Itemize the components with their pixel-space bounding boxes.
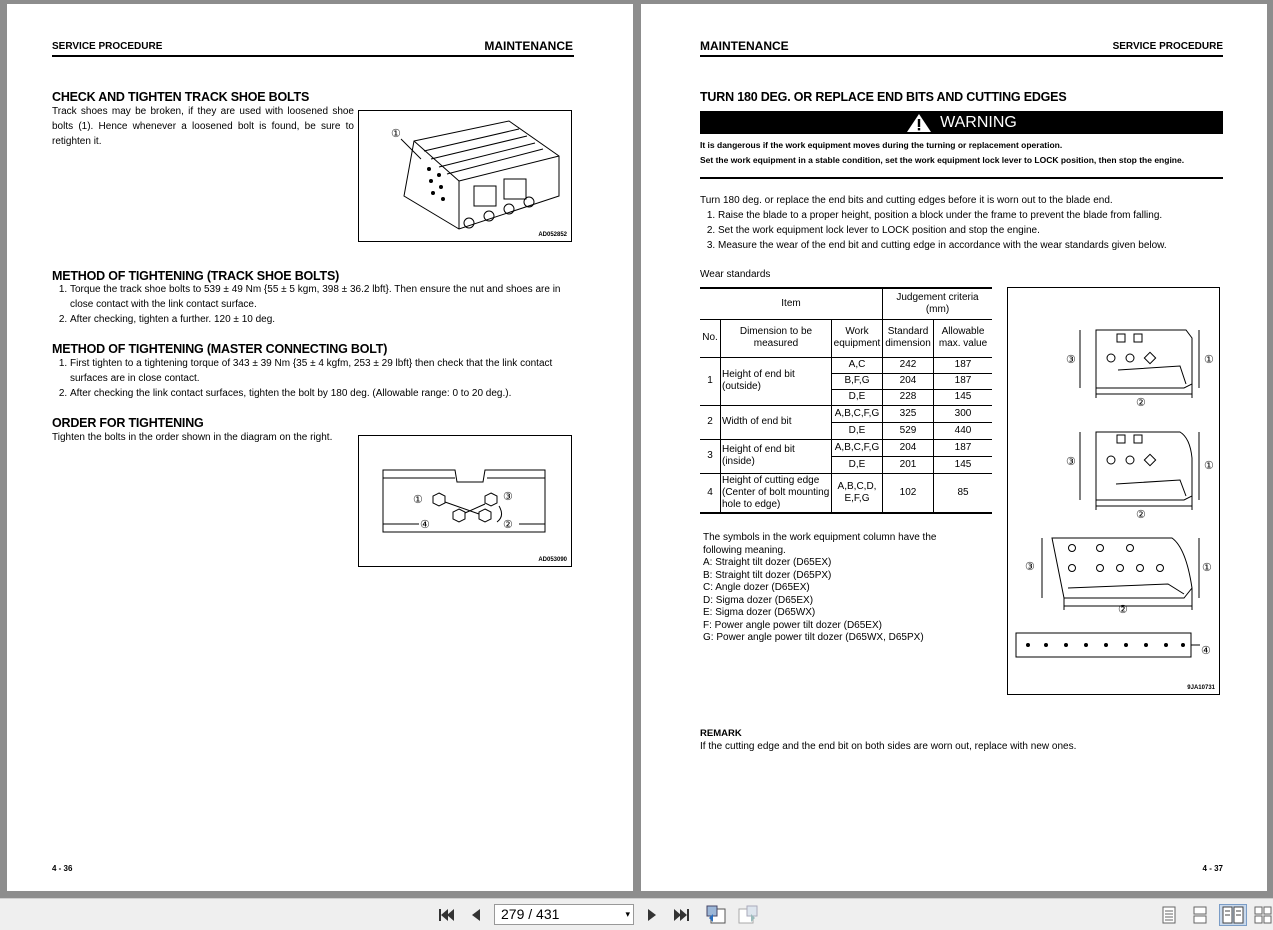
header-left: SERVICE PROCEDURE	[52, 41, 163, 52]
legend-item: F: Power angle power tilt dozer (D65EX)	[703, 619, 882, 631]
table-cell: B,F,G	[832, 373, 883, 389]
facing-pages-icon	[1222, 906, 1244, 924]
header-rule	[700, 55, 1223, 57]
warning-triangle-icon	[906, 113, 932, 133]
table-cell: 187	[934, 373, 993, 389]
list-item: 2. After checking, tighten a further. 120 ± 10 deg.	[70, 312, 574, 327]
figure-code: AD053090	[538, 557, 567, 563]
section-list	[52, 356, 574, 401]
table-cell: A,B,C,F,G	[832, 405, 883, 422]
table-cell: 201	[883, 456, 934, 473]
table-cell: 2	[700, 405, 721, 439]
legend-item: C: Angle dozer (D65EX)	[703, 582, 810, 593]
svg-text:①: ①	[1204, 460, 1214, 472]
section-title: METHOD OF TIGHTENING (TRACK SHOE BOLTS)	[52, 269, 340, 283]
table-cell: D,E	[832, 389, 883, 405]
list-item: 2. Set the work equipment lock lever to LOCK position and stop the engine.	[718, 223, 1167, 238]
table-header: Dimension to be measured	[721, 319, 832, 357]
table-cell: D,E	[832, 422, 883, 439]
header-right: MAINTENANCE	[484, 39, 573, 53]
first-page-icon	[437, 907, 455, 923]
section-title: CHECK AND TIGHTEN TRACK SHOE BOLTS	[52, 90, 310, 104]
warning-text	[700, 138, 1184, 168]
chevron-down-icon[interactable]: ▾	[625, 909, 630, 919]
figure-code: AD052852	[538, 232, 567, 238]
table-cell: Height of end bit (outside)	[721, 357, 832, 405]
warning-rule	[700, 177, 1223, 179]
svg-text:①: ①	[413, 494, 423, 506]
table-cell: 187	[934, 439, 993, 456]
table-cell: A,B,C,F,G	[832, 439, 883, 456]
table-cell: 204	[883, 373, 934, 389]
svg-text:③: ③	[1066, 456, 1076, 468]
wear-standards-title: Wear standards	[700, 269, 771, 280]
continuous-facing-icon	[1254, 906, 1272, 924]
intro-text: Turn 180 deg. or replace the end bits and cutting edges before it is worn out to the blade end.	[700, 195, 1113, 206]
single-page-view-button[interactable]	[1158, 905, 1180, 925]
svg-text:②: ②	[1136, 397, 1146, 409]
section-title: METHOD OF TIGHTENING (MASTER CONNECTING BOLT)	[52, 342, 388, 356]
figure-code: 9JA10731	[1187, 685, 1215, 691]
track-shoe-illustration	[359, 111, 571, 241]
svg-text:③: ③	[1025, 561, 1035, 573]
previous-page-button[interactable]	[466, 905, 486, 925]
next-page-button[interactable]	[642, 905, 662, 925]
legend-list	[703, 557, 924, 645]
section-body: Tighten the bolts in the order shown in the diagram on the right.	[52, 432, 333, 443]
list-item: 3. Measure the wear of the end bit and cutting edge in accordance with the wear standards given below.	[718, 238, 1167, 253]
table-cell: 3	[700, 439, 721, 473]
legend-intro: The symbols in the work equipment column have the following meaning.	[703, 532, 937, 556]
legend-item: B: Straight tilt dozer (D65PX)	[703, 569, 832, 581]
legend-item: G: Power angle power tilt dozer (D65WX, D65PX)	[703, 632, 924, 643]
table-cell: 440	[934, 422, 993, 439]
svg-text:③: ③	[1066, 354, 1076, 366]
header-right: SERVICE PROCEDURE	[1112, 41, 1223, 52]
section-title: ORDER FOR TIGHTENING	[52, 416, 204, 430]
table-cell: 228	[883, 389, 934, 405]
table-cell: 4	[700, 473, 721, 513]
go-back-view-button[interactable]	[704, 905, 728, 925]
table-cell: D,E	[832, 456, 883, 473]
last-page-button[interactable]	[672, 905, 692, 925]
table-cell: Height of cutting edge (Center of bolt mounting hole to edge)	[721, 473, 832, 513]
svg-text:①: ①	[1204, 354, 1214, 366]
warning-banner	[700, 111, 1223, 134]
page-number-input[interactable]	[494, 904, 634, 925]
last-page-icon	[673, 907, 691, 923]
header-left: MAINTENANCE	[700, 39, 789, 53]
svg-text:②: ②	[1118, 604, 1128, 616]
list-item: 1. Raise the blade to a proper height, position a block under the frame to prevent the blade from falling.	[718, 208, 1167, 223]
legend-item: E: Sigma dozer (D65WX)	[703, 607, 816, 618]
page-title: TURN 180 DEG. OR REPLACE END BITS AND CUTTING EDGES	[700, 90, 1067, 104]
section-list	[52, 282, 574, 327]
svg-text:①: ①	[1202, 562, 1212, 574]
viewer-toolbar	[0, 898, 1273, 930]
page-number: 4 - 37	[1202, 864, 1223, 873]
svg-text:③: ③	[503, 491, 513, 503]
continuous-view-button[interactable]	[1189, 905, 1211, 925]
svg-text:④: ④	[420, 519, 430, 531]
continuous-page-icon	[1192, 906, 1208, 924]
svg-text:②: ②	[1136, 509, 1146, 521]
table-cell: A,B,C,D, E,F,G	[832, 473, 883, 513]
table-cell: 1	[700, 357, 721, 405]
left-page	[7, 4, 633, 891]
remark-title: REMARK	[700, 728, 742, 739]
svg-text:②: ②	[503, 519, 513, 531]
right-page	[641, 4, 1267, 891]
forward-view-icon	[737, 905, 759, 925]
back-view-icon	[705, 905, 727, 925]
tightening-order-figure	[358, 435, 572, 567]
list-item: 1. Torque the track shoe bolts to 539 ± 49 Nm {55 ± 5 kgm, 398 ± 36.2 lbft}. Then ensure the nut and shoes are in close contact with the link contact surface.	[70, 282, 574, 312]
list-item: 2. After checking the link contact surfaces, tighten the bolt by 180 deg. (Allowable range: 0 to 20 deg.).	[70, 386, 574, 401]
page-number: 4 - 36	[52, 864, 73, 873]
table-cell: 242	[883, 357, 934, 373]
table-cell: 529	[883, 422, 934, 439]
tightening-order-diagram	[359, 436, 571, 566]
single-page-icon	[1161, 906, 1177, 924]
warning-line: Set the work equipment in a stable condition, set the work equipment lock lever to LOCK position, then stop the engine.	[700, 155, 1185, 165]
table-cell: 187	[934, 357, 993, 373]
table-cell: 85	[934, 473, 993, 513]
section-body: Track shoes may be broken, if they are used with loosened shoe bolts (1). Hence whenever a loosened bolt is found, be sure to retighten it.	[52, 106, 354, 147]
table-cell: 145	[934, 389, 993, 405]
end-bit-diagrams	[1008, 288, 1219, 694]
continuous-facing-view-button[interactable]	[1254, 905, 1272, 925]
table-header: Standard dimension	[883, 319, 934, 357]
callout-label: ①	[391, 128, 401, 140]
previous-page-icon	[469, 907, 483, 923]
header-rule	[52, 55, 574, 57]
table-header: No.	[700, 319, 721, 357]
legend-item: A: Straight tilt dozer (D65EX)	[703, 557, 832, 568]
warning-line: It is dangerous if the work equipment moves during the turning or replacement operation.	[700, 140, 1063, 150]
end-bit-figure	[1007, 287, 1220, 695]
table-header: Allowable max. value	[934, 319, 993, 357]
legend-item: D: Sigma dozer (D65EX)	[703, 594, 814, 606]
table-cell: 204	[883, 439, 934, 456]
track-shoe-figure	[358, 110, 572, 242]
warning-label: WARNING	[940, 113, 1017, 131]
table-cell: 145	[934, 456, 993, 473]
table-cell: Width of end bit	[721, 405, 832, 439]
table-header: Judgement criteria (mm)	[883, 288, 993, 319]
page-indicator: 279 / 431	[501, 906, 560, 922]
next-page-icon	[645, 907, 659, 923]
first-page-button[interactable]	[436, 905, 456, 925]
table-cell: 325	[883, 405, 934, 422]
table-header: Item	[700, 288, 883, 319]
svg-text:④: ④	[1201, 645, 1211, 657]
remark-text: If the cutting edge and the end bit on both sides are worn out, replace with new ones.	[700, 741, 1077, 752]
wear-standards-table	[700, 287, 992, 514]
steps-list	[700, 208, 1167, 253]
table-header: Work equipment	[832, 319, 883, 357]
table-cell: A,C	[832, 357, 883, 373]
facing-view-button[interactable]	[1219, 904, 1247, 926]
list-item: 1. First tighten to a tightening torque of 343 ± 39 Nm {35 ± 4 kgfm, 253 ± 29 lbft} then check that the link contact surfaces are in close contact.	[70, 356, 574, 386]
table-cell: 300	[934, 405, 993, 422]
table-cell: 102	[883, 473, 934, 513]
go-forward-view-button[interactable]	[736, 905, 760, 925]
table-cell: Height of end bit (inside)	[721, 439, 832, 473]
